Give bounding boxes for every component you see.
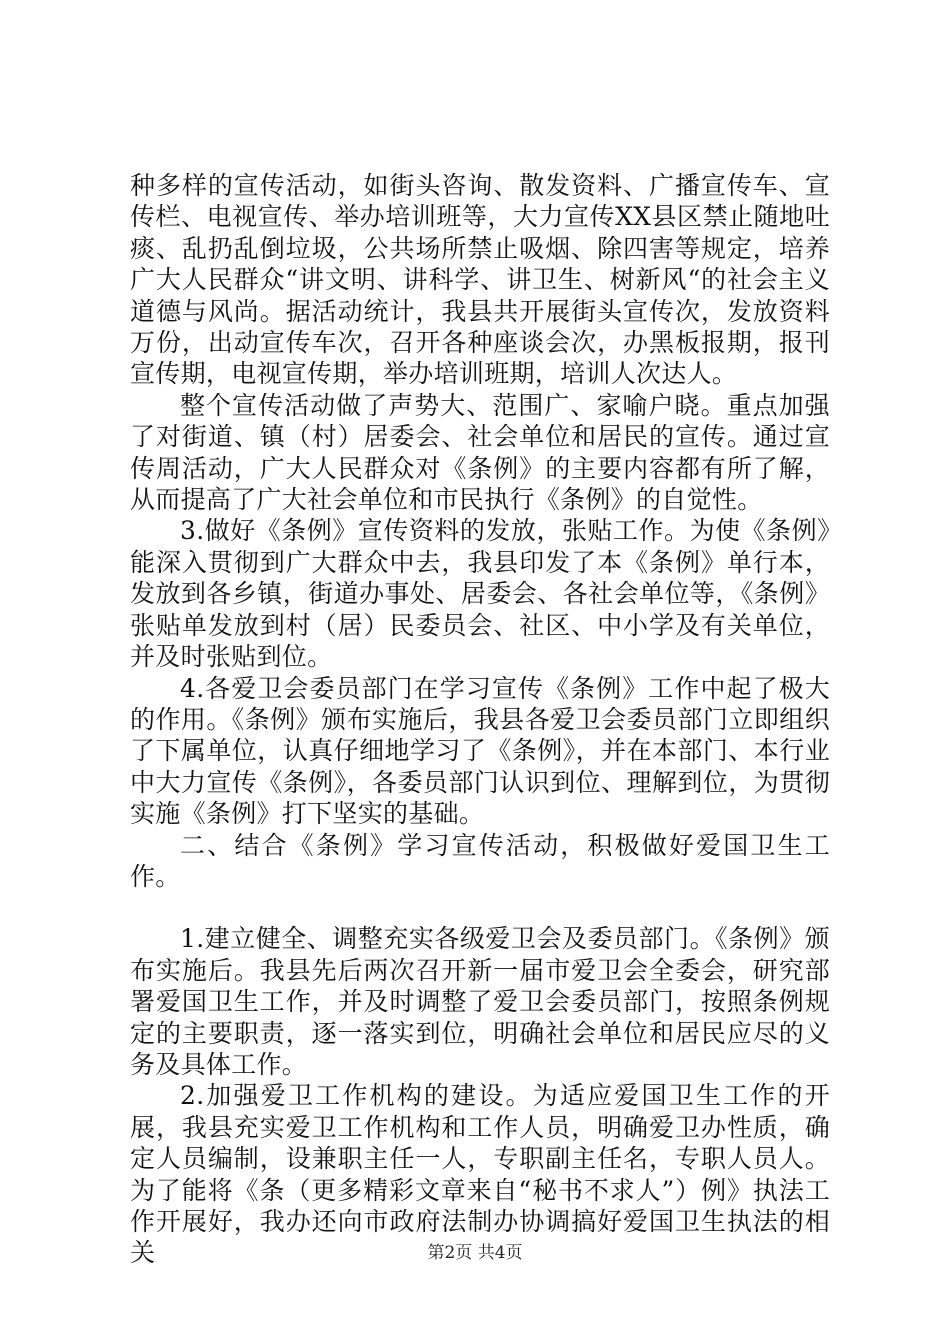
paragraph-4: 4.各爱卫会委员部门在学习宣传《条例》工作中起了极大的作用。《条例》颁布实施后，我县各爱卫会委员部门立即组织了下属单位，认真仔细地学习了《条例》，并在本部门、本行业中大力宣传《条例》，各委员部门认识到位、理解到位，为贯彻实施《条例》打下坚实的基础。	[130, 673, 830, 829]
paragraph-5: 1.建立健全、调整充实各级爱卫会及委员部门。《条例》颁布实施后。我县先后两次召开新一届市爱卫会全委会，研究部署爱国卫生工作，并及时调整了爱卫会委员部门，按照条例规定的主要职责，逐一落实到位，明确社会单位和居民应尽的义务及具体工作。	[130, 924, 830, 1079]
paragraph-3: 3.做好《条例》宣传资料的发放，张贴工作。为使《条例》能深入贯彻到广大群众中去，我县印发了本《条例》单行本，发放到各乡镇，街道办事处、居委会、各社会单位等，《条例》张贴单发放到村（居）民委员会、社区、中小学及有关单位，并及时张贴到位。	[130, 516, 830, 672]
paragraph-6: 2.加强爱卫工作机构的建设。为适应爱国卫生工作的开展，我县充实爱卫工作机构和工作人员，明确爱卫办性质，确定人员编制，设兼职主任一人，专职副主任名，专职人员人。为了能将《条（更多精彩文章来自“秘书不求人”）例》执法工作开展好，我办还向市政府法制办协调搞好爱国卫生执法的相关	[130, 1081, 830, 1268]
paragraph-1: 种多样的宣传活动，如街头咨询、散发资料、广播宣传车、宣传栏、电视宣传、举办培训班等，大力宣传XX县区禁止随地吐痰、乱扔乱倒垃圾，公共场所禁止吸烟、除四害等规定，培养广大人民群众“讲文明、讲科学、讲卫生、树新风“的社会主义道德与风尚。据活动统计，我县共开展街头宣传次，发放资料万份，出动宣传车次，召开各种座谈会次，办黑板报期，报刊宣传期，电视宣传期，举办培训班期，培训人次达人。	[130, 171, 830, 389]
page-number-footer: 第2页 共4页	[427, 1243, 523, 1263]
paragraph-2: 整个宣传活动做了声势大、范围广、家喻户晓。重点加强了对街道、镇（村）居委会、社会单位和居民的宣传。通过宣传周活动，广大人民群众对《条例》的主要内容都有所了解，从而提高了广大社会单位和市民执行《条例》的自觉性。	[130, 390, 830, 515]
document-body	[130, 170, 830, 1269]
section-heading-2: 二、结合《条例》学习宣传活动，积极做好爱国卫生工作。	[130, 830, 830, 891]
